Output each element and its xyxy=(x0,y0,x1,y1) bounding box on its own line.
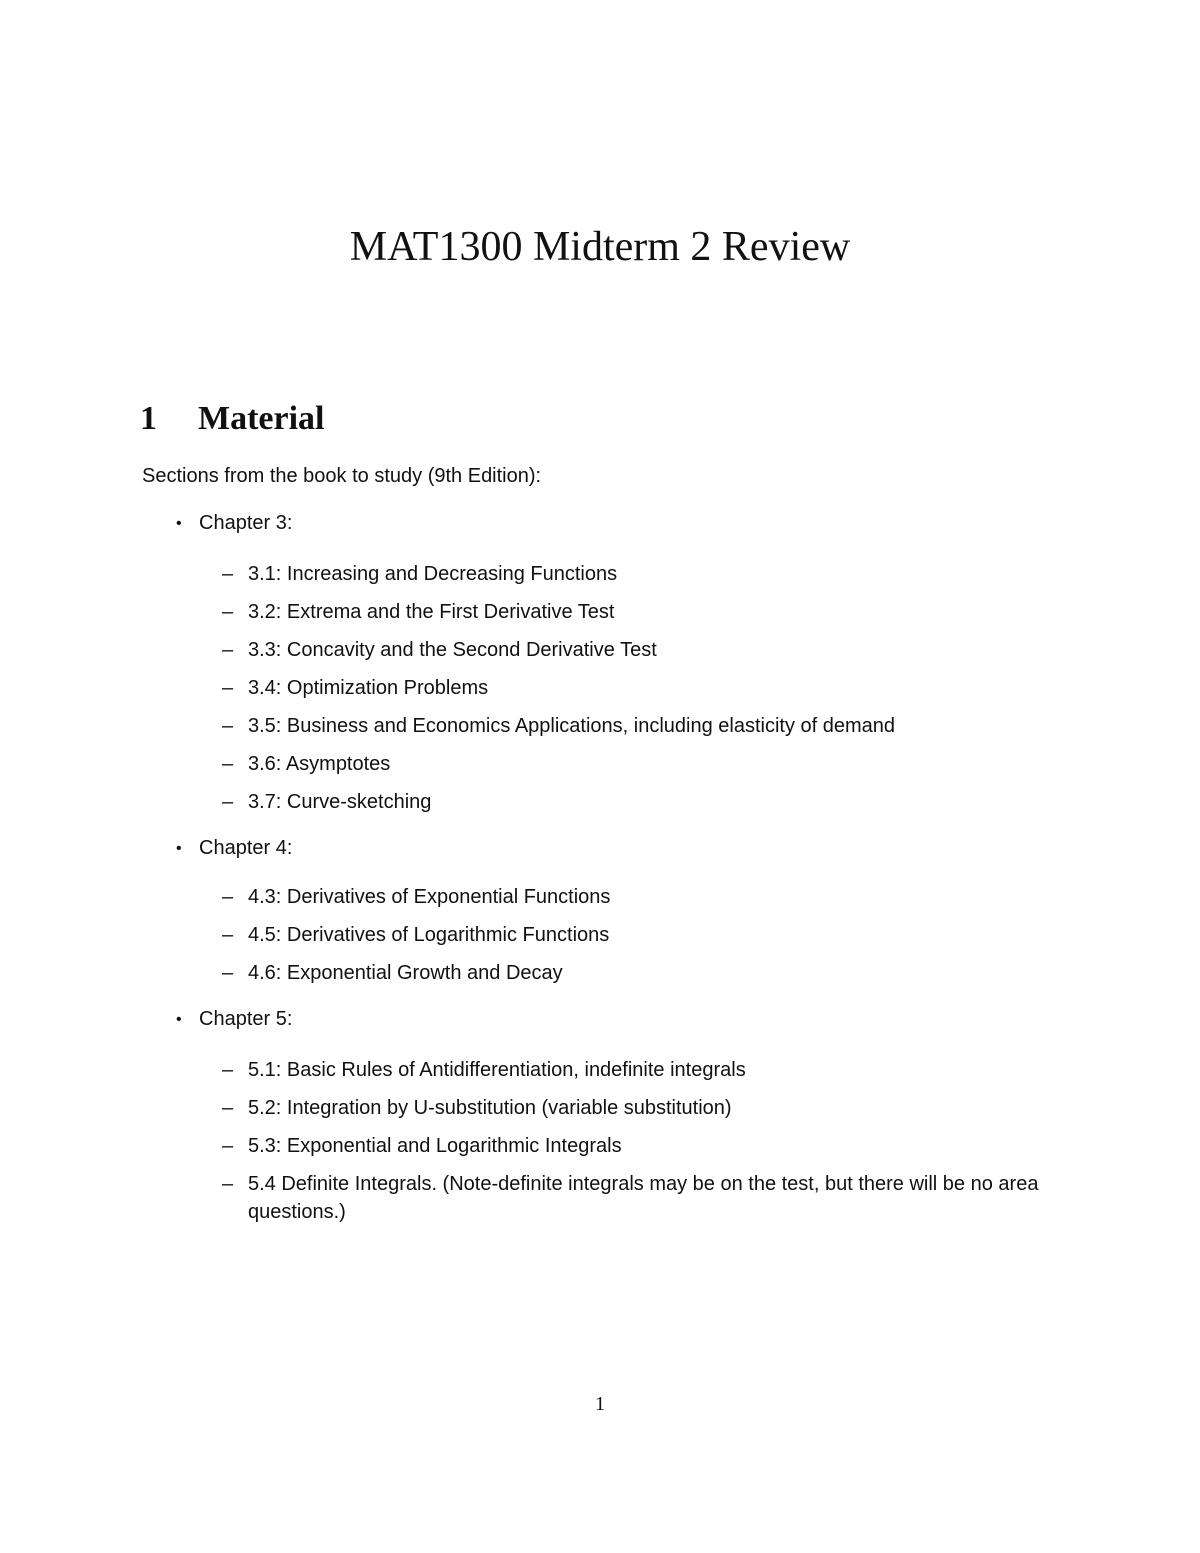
dash-icon: – xyxy=(222,563,234,585)
dash-icon: – xyxy=(222,715,234,737)
list-item xyxy=(222,560,1072,588)
list-item xyxy=(222,1094,1072,1122)
section-number: 1 xyxy=(140,400,157,437)
dash-icon: – xyxy=(222,677,234,699)
intro-text: Sections from the book to study (9th Edition): xyxy=(142,465,542,487)
dash-icon: – xyxy=(222,601,234,623)
dash-icon: – xyxy=(222,886,234,908)
list-item-text: 3.7: Curve-sketching xyxy=(248,791,432,813)
list-item-text: 5.4 Definite Integrals. (Note-definite integrals may be on the test, but there will be no area questions.) xyxy=(248,1173,1039,1223)
dash-icon: – xyxy=(222,639,234,661)
list-item xyxy=(222,883,1072,911)
dash-icon: – xyxy=(222,924,234,946)
list-item xyxy=(222,921,1072,949)
list-item-text: 5.3: Exponential and Logarithmic Integrals xyxy=(248,1135,622,1157)
dash-icon: – xyxy=(222,1135,234,1157)
list-item-text: 4.6: Exponential Growth and Decay xyxy=(248,962,563,984)
list-item-text: 5.1: Basic Rules of Antidifferentiation, indefinite integrals xyxy=(248,1059,746,1081)
chapter-3-label xyxy=(176,512,292,535)
chapter-label-text: Chapter 5: xyxy=(199,1008,293,1030)
list-item xyxy=(222,1170,1072,1226)
dash-icon: – xyxy=(222,962,234,984)
dash-icon: – xyxy=(222,1097,234,1119)
list-item-text: 3.4: Optimization Problems xyxy=(248,677,489,699)
list-item-text: 4.3: Derivatives of Exponential Functions xyxy=(248,886,611,908)
list-item xyxy=(222,788,1072,816)
chapter-label-text: Chapter 3: xyxy=(199,512,293,534)
list-item xyxy=(222,750,1072,778)
list-item-text: 4.5: Derivatives of Logarithmic Functions xyxy=(248,924,610,946)
list-item xyxy=(222,636,1072,664)
list-item xyxy=(222,1056,1072,1084)
page-number: 1 xyxy=(595,1393,605,1415)
bullet-icon: • xyxy=(176,515,182,532)
list-item-text: 3.3: Concavity and the Second Derivative Test xyxy=(248,639,657,661)
list-item-text: 5.2: Integration by U-substitution (variable substitution) xyxy=(248,1097,732,1119)
list-item xyxy=(222,959,1072,987)
dash-icon: – xyxy=(222,1059,234,1081)
bullet-icon: • xyxy=(176,1011,182,1028)
document-title: MAT1300 Midterm 2 Review xyxy=(349,224,851,270)
dash-icon: – xyxy=(222,791,234,813)
dash-icon: – xyxy=(222,753,234,775)
list-item-text: 3.1: Increasing and Decreasing Functions xyxy=(248,563,618,585)
list-item-text: 3.2: Extrema and the First Derivative Test xyxy=(248,601,615,623)
section-title: Material xyxy=(198,400,325,437)
bullet-icon: • xyxy=(176,840,182,857)
chapter-label-text: Chapter 4: xyxy=(199,837,293,859)
list-item xyxy=(222,712,1072,740)
dash-icon: – xyxy=(222,1173,234,1195)
list-item-text: 3.6: Asymptotes xyxy=(248,753,391,775)
list-item xyxy=(222,1132,1072,1160)
chapter-5-label xyxy=(176,1008,292,1031)
list-item xyxy=(222,598,1072,626)
list-item-text: 3.5: Business and Economics Applications, including elasticity of demand xyxy=(248,715,896,737)
section-heading xyxy=(140,400,325,438)
list-item xyxy=(222,674,1072,702)
chapter-4-label xyxy=(176,837,292,860)
